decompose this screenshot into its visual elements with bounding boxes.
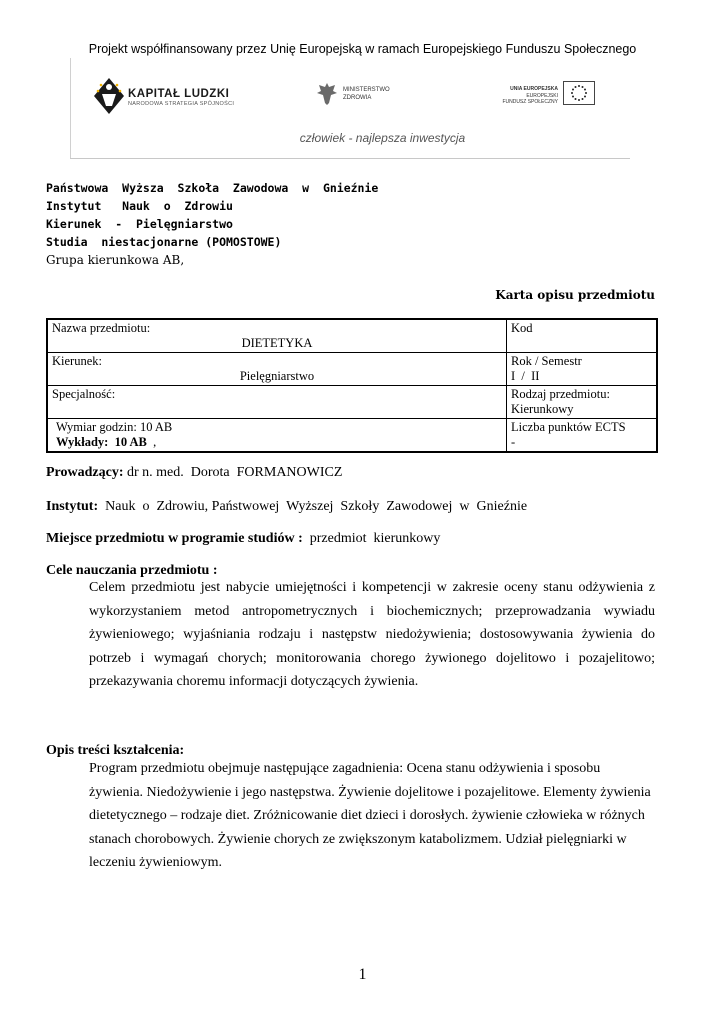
hours-cell bbox=[47, 419, 507, 453]
cofinance-note: Projekt współfinansowany przez Unię Europejską w ramach Europejskiego Funduszu Społecznego bbox=[88, 42, 637, 56]
ects-cell bbox=[507, 419, 658, 453]
specialty-label: Specjalność: bbox=[52, 387, 116, 401]
kapital-ludzki-logo-icon bbox=[92, 76, 126, 116]
content-text: Program przedmiotu obejmuje następujące zagadnienia: Ocena stanu odżywienia i sposobu żywienia. Niedożywienie i jego następstwa. Żywienie dojelitowe i pozajelitowe. Elementy żywienia dietetycznego – rodzaje diet. Zróżnicowanie diet dzieci i dorosłych. żywienie człowieka w różnych stanach chorobowych. Żywienie chorych ze zwiększonym katabolizmem. Udział pielęgniarki w leczeniu żywieniowym. bbox=[89, 761, 651, 870]
school-name: Państwowa Wyższa Szkoła Zawodowa w Gnieźnie bbox=[46, 181, 379, 195]
ects-value: - bbox=[511, 435, 516, 449]
direction-name: Kierunek - Pielęgniarstwo bbox=[46, 217, 233, 231]
table-row bbox=[47, 386, 657, 419]
studies-type: Studia niestacjonarne (POMOSTOWE) bbox=[46, 235, 282, 249]
code-cell bbox=[507, 319, 658, 353]
institute-name: Instytut Nauk o Zdrowiu bbox=[46, 199, 233, 213]
table-row bbox=[47, 319, 657, 353]
subject-label: Nazwa przedmiotu: bbox=[52, 321, 151, 335]
placement-label: Miejsce przedmiotu w programie studiów : bbox=[46, 531, 303, 546]
group-name: Grupa kierunkowa AB, bbox=[46, 253, 185, 267]
year-value: I / II bbox=[511, 369, 540, 383]
code-label: Kod bbox=[511, 321, 533, 335]
direction-value: Pielęgniarstwo bbox=[239, 369, 315, 383]
subject-cell bbox=[47, 319, 507, 353]
lecturer-label: Prowadzący: bbox=[46, 465, 124, 480]
year-cell bbox=[507, 353, 658, 386]
hours-label: Wymiar godzin: 10 AB bbox=[56, 420, 173, 434]
subject-info-table bbox=[46, 318, 658, 453]
ects-label: Liczba punktów ECTS bbox=[511, 420, 626, 434]
year-label: Rok / Semestr bbox=[511, 354, 582, 368]
ministry-logo-text: MINISTERSTWO ZDROWIA bbox=[343, 87, 390, 101]
goals-text: Celem przedmiotu jest nabycie umiejętności i kompetencji w zakresie oceny stanu odżywienia z wykorzystaniem metod antropometrycznych i biochemicznych; przeprowadzania wywiadu żywieniowego; wyjaśniania rodzaju i następstw niedożywienia; dostosowywania żywienia do potrzeb i wymagań chorych; monitorowania chorego żywionego dojelitowo i pozajelitowo; przekazywania choremu informacji dotyczących żywienia. bbox=[89, 580, 655, 689]
type-cell bbox=[507, 386, 658, 419]
lectures-suffix: , bbox=[146, 435, 157, 449]
placement-line bbox=[46, 531, 440, 547]
placement-value: przedmiot kierunkowy bbox=[302, 531, 441, 546]
eu-logo-text: UNIA EUROPEJSKA EUROPEJSKI FUNDUSZ SPOŁECZNY bbox=[502, 86, 558, 105]
table-row bbox=[47, 353, 657, 386]
type-label: Rodzaj przedmiotu: bbox=[511, 387, 610, 401]
motto: człowiek - najlepsza inwestycja bbox=[299, 131, 466, 145]
institute-label: Instytut: bbox=[46, 499, 99, 514]
institute-line bbox=[46, 499, 527, 515]
lectures-label: Wykłady: 10 AB bbox=[56, 435, 147, 449]
lecturer-line bbox=[46, 465, 342, 481]
direction-label: Kierunek: bbox=[52, 354, 102, 368]
direction-cell bbox=[47, 353, 507, 386]
polish-eagle-icon bbox=[316, 81, 338, 107]
table-row bbox=[47, 419, 657, 453]
card-title: Karta opisu przedmiotu bbox=[495, 288, 655, 302]
lecturer-value: dr n. med. Dorota FORMANOWICZ bbox=[123, 465, 343, 480]
specialty-cell bbox=[47, 386, 507, 419]
goals-heading: Cele nauczania przedmiotu : bbox=[46, 563, 218, 578]
logo-divider-bottom bbox=[70, 158, 630, 159]
institute-value: Nauk o Zdrowiu, Państwowej Wyższej Szkoły Zawodowej w Gnieźnie bbox=[98, 499, 528, 514]
kapital-ludzki-title: KAPITAŁ LUDZKI bbox=[128, 88, 230, 100]
page-number: 1 bbox=[358, 966, 367, 983]
type-value: Kierunkowy bbox=[511, 402, 574, 416]
eu-flag-icon bbox=[563, 81, 595, 105]
content-heading: Opis treści kształcenia: bbox=[46, 743, 185, 758]
kapital-ludzki-subtitle: NARODOWA STRATEGIA SPÓJNOŚCI bbox=[128, 101, 235, 107]
subject-value: DIETETYKA bbox=[241, 336, 313, 350]
